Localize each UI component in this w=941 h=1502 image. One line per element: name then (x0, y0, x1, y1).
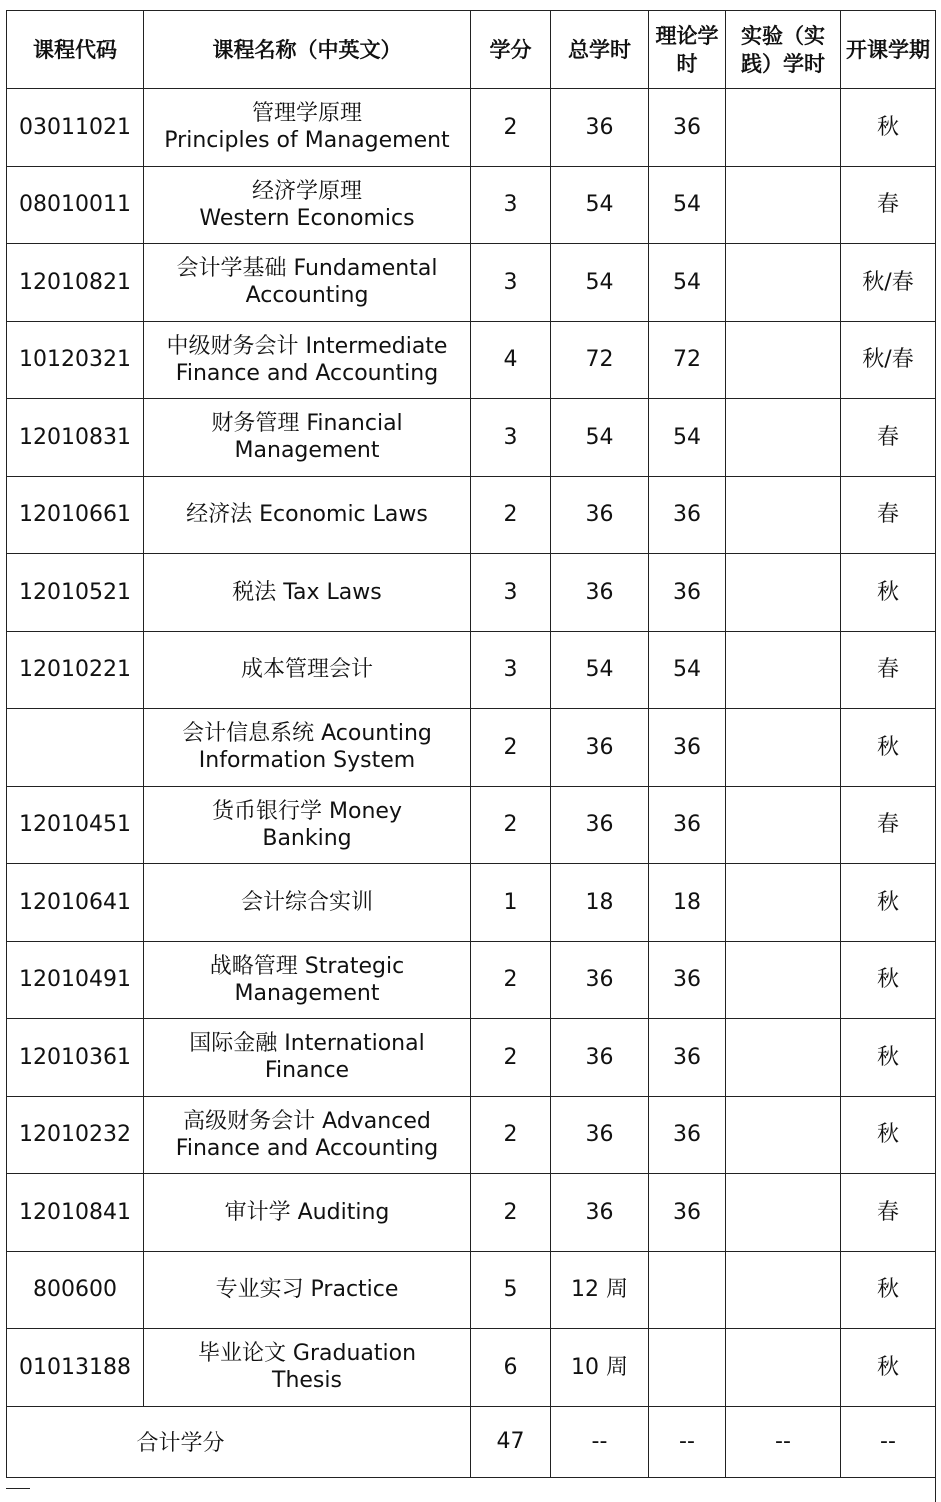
course-name-line-1: 成本管理会计 (240, 657, 373, 683)
theory-hours-cell: 18 (649, 864, 726, 942)
theory-hours-cell: 36 (649, 554, 726, 632)
course-code-cell: 08010011 (7, 166, 144, 244)
total-row (7, 1406, 936, 1477)
header-lab-hours: 实验（实践）学时 (726, 11, 841, 89)
total-hours-cell: 54 (551, 244, 649, 322)
total-total-hours: -- (551, 1406, 649, 1477)
course-code-cell: 01013188 (7, 1329, 144, 1407)
theory-hours-cell: 72 (649, 321, 726, 399)
course-name-line-1: 经济学原理 (251, 178, 362, 204)
total-hours-cell: 36 (551, 1096, 649, 1174)
lab-hours-cell (726, 321, 841, 399)
term-cell: 秋 (841, 89, 936, 167)
course-name-cell (144, 399, 471, 477)
table-row (7, 786, 936, 864)
course-name-cell (144, 1096, 471, 1174)
credit-cell: 2 (471, 941, 551, 1019)
table-row (7, 399, 936, 477)
course-code-cell: 12010361 (7, 1019, 144, 1097)
lab-hours-cell (726, 709, 841, 787)
course-name-cell (144, 1174, 471, 1252)
term-cell: 秋 (841, 1329, 936, 1407)
theory-hours-cell: 54 (649, 244, 726, 322)
table-row (7, 166, 936, 244)
course-name-line-2: Western Economics (199, 205, 415, 231)
table-row (7, 1096, 936, 1174)
term-cell: 秋 (841, 709, 936, 787)
term-cell: 秋/春 (841, 244, 936, 322)
theory-hours-cell: 36 (649, 476, 726, 554)
table-row (7, 864, 936, 942)
term-cell: 春 (841, 166, 936, 244)
course-name-line-1: 高级财务会计 Advanced (183, 1108, 431, 1134)
course-code-cell (7, 709, 144, 787)
course-name-cell (144, 864, 471, 942)
total-hours-cell: 36 (551, 941, 649, 1019)
course-name-line-2: Information System (198, 748, 416, 774)
course-name-line-1: 毕业论文 Graduation (197, 1341, 417, 1367)
course-name-cell (144, 554, 471, 632)
lab-hours-cell (726, 786, 841, 864)
term-cell: 秋/春 (841, 321, 936, 399)
total-hours-cell: 54 (551, 399, 649, 477)
course-name-line-2: Finance and Accounting (175, 360, 439, 386)
course-name-cell (144, 941, 471, 1019)
credit-cell: 1 (471, 864, 551, 942)
total-hours-cell: 36 (551, 1174, 649, 1252)
lab-hours-cell (726, 1251, 841, 1329)
total-hours-cell: 36 (551, 709, 649, 787)
course-name-line-1: 会计综合实训 (240, 889, 373, 915)
course-code-cell: 12010841 (7, 1174, 144, 1252)
course-name-line-1: 国际金融 International (189, 1031, 425, 1057)
term-cell: 秋 (841, 1019, 936, 1097)
theory-hours-cell: 54 (649, 631, 726, 709)
course-code-cell: 10120321 (7, 321, 144, 399)
credit-cell: 2 (471, 1174, 551, 1252)
lab-hours-cell (726, 941, 841, 1019)
theory-hours-cell: 36 (649, 1019, 726, 1097)
course-name-cell (144, 166, 471, 244)
course-code-cell: 12010641 (7, 864, 144, 942)
total-hours-cell: 12 周 (551, 1251, 649, 1329)
term-cell: 春 (841, 399, 936, 477)
total-hours-cell: 10 周 (551, 1329, 649, 1407)
course-name-line-1: 管理学原理 (251, 101, 362, 127)
credit-cell: 3 (471, 631, 551, 709)
course-name-cell (144, 709, 471, 787)
term-cell: 秋 (841, 1096, 936, 1174)
course-name-line-1: 会计学基础 Fundamental (176, 256, 438, 282)
course-name-line-2: Principles of Management (164, 128, 450, 154)
course-name-line-2: Management (234, 980, 380, 1006)
course-name-line-2: Banking (262, 825, 352, 851)
lab-hours-cell (726, 864, 841, 942)
theory-hours-cell: 36 (649, 786, 726, 864)
header-total-hours: 总学时 (551, 11, 649, 89)
bottom-left-mark (6, 1488, 30, 1489)
total-hours-cell: 72 (551, 321, 649, 399)
table-row (7, 89, 936, 167)
theory-hours-cell (649, 1251, 726, 1329)
credit-cell: 2 (471, 1019, 551, 1097)
total-hours-cell: 18 (551, 864, 649, 942)
total-hours-cell: 36 (551, 476, 649, 554)
table-body (7, 89, 936, 1407)
credit-cell: 2 (471, 1096, 551, 1174)
course-name-cell (144, 1251, 471, 1329)
theory-hours-cell: 36 (649, 89, 726, 167)
theory-hours-cell: 36 (649, 941, 726, 1019)
table-row (7, 709, 936, 787)
course-code-cell: 12010232 (7, 1096, 144, 1174)
course-name-cell (144, 476, 471, 554)
table-row (7, 1329, 936, 1407)
theory-hours-cell: 54 (649, 399, 726, 477)
course-name-line-1: 财务管理 Financial (211, 411, 403, 437)
table-header-row (7, 11, 936, 89)
lab-hours-cell (726, 244, 841, 322)
course-name-cell (144, 321, 471, 399)
course-code-cell: 12010521 (7, 554, 144, 632)
total-hours-cell: 54 (551, 166, 649, 244)
lab-hours-cell (726, 1019, 841, 1097)
credit-cell: 2 (471, 476, 551, 554)
course-name-line-2: Finance (264, 1058, 350, 1084)
course-name-line-2: Management (234, 438, 380, 464)
term-cell: 春 (841, 786, 936, 864)
theory-hours-cell: 54 (649, 166, 726, 244)
credit-cell: 4 (471, 321, 551, 399)
total-hours-cell: 36 (551, 1019, 649, 1097)
term-cell: 春 (841, 631, 936, 709)
theory-hours-cell (649, 1329, 726, 1407)
credit-cell: 2 (471, 786, 551, 864)
total-hours-cell: 36 (551, 786, 649, 864)
table-row (7, 941, 936, 1019)
theory-hours-cell: 36 (649, 1096, 726, 1174)
total-label: 合计学分 (7, 1406, 471, 1477)
header-credit: 学分 (471, 11, 551, 89)
course-name-cell (144, 89, 471, 167)
header-theory-hours: 理论学时 (649, 11, 726, 89)
course-code-cell: 03011021 (7, 89, 144, 167)
lab-hours-cell (726, 476, 841, 554)
table-row (7, 631, 936, 709)
credit-cell: 2 (471, 709, 551, 787)
course-code-cell: 12010221 (7, 631, 144, 709)
lab-hours-cell (726, 166, 841, 244)
table-row (7, 1174, 936, 1252)
credit-cell: 3 (471, 244, 551, 322)
header-term: 开课学期 (841, 11, 936, 89)
total-hours-cell: 54 (551, 631, 649, 709)
header-course-code: 课程代码 (7, 11, 144, 89)
table-row (7, 1019, 936, 1097)
course-name-cell (144, 244, 471, 322)
course-name-cell (144, 631, 471, 709)
table-row (7, 476, 936, 554)
header-course-name: 课程名称（中英文） (144, 11, 471, 89)
total-term: -- (841, 1406, 936, 1477)
term-cell: 春 (841, 1174, 936, 1252)
course-name-line-1: 中级财务会计 Intermediate (166, 333, 448, 359)
course-name-cell (144, 1329, 471, 1407)
course-table (6, 10, 936, 1478)
credit-cell: 3 (471, 166, 551, 244)
course-code-cell: 12010491 (7, 941, 144, 1019)
lab-hours-cell (726, 89, 841, 167)
course-code-cell: 12010831 (7, 399, 144, 477)
term-cell: 秋 (841, 864, 936, 942)
course-code-cell: 800600 (7, 1251, 144, 1329)
right-edge-line (935, 10, 941, 1502)
credit-cell: 3 (471, 399, 551, 477)
course-code-cell: 12010821 (7, 244, 144, 322)
course-code-cell: 12010451 (7, 786, 144, 864)
term-cell: 秋 (841, 1251, 936, 1329)
table-row (7, 244, 936, 322)
credit-cell: 2 (471, 89, 551, 167)
lab-hours-cell (726, 554, 841, 632)
total-theory-hours: -- (649, 1406, 726, 1477)
course-code-cell: 12010661 (7, 476, 144, 554)
term-cell: 秋 (841, 941, 936, 1019)
term-cell: 春 (841, 476, 936, 554)
total-hours-cell: 36 (551, 554, 649, 632)
lab-hours-cell (726, 399, 841, 477)
course-name-cell (144, 786, 471, 864)
course-name-line-1: 战略管理 Strategic (209, 953, 405, 979)
credit-cell: 6 (471, 1329, 551, 1407)
course-name-line-1: 税法 Tax Laws (232, 579, 382, 605)
total-lab-hours: -- (726, 1406, 841, 1477)
table-row (7, 321, 936, 399)
course-name-cell (144, 1019, 471, 1097)
table-row (7, 1251, 936, 1329)
total-credit: 47 (471, 1406, 551, 1477)
course-name-line-2: Finance and Accounting (175, 1135, 439, 1161)
course-name-line-1: 会计信息系统 Acounting (182, 721, 432, 747)
lab-hours-cell (726, 1329, 841, 1407)
course-name-line-2: Accounting (245, 283, 369, 309)
theory-hours-cell: 36 (649, 709, 726, 787)
lab-hours-cell (726, 1096, 841, 1174)
course-name-line-2: Thesis (272, 1368, 342, 1394)
total-hours-cell: 36 (551, 89, 649, 167)
credit-cell: 5 (471, 1251, 551, 1329)
term-cell: 秋 (841, 554, 936, 632)
theory-hours-cell: 36 (649, 1174, 726, 1252)
course-name-line-1: 审计学 Auditing (224, 1199, 390, 1225)
table-row (7, 554, 936, 632)
course-name-line-1: 经济法 Economic Laws (186, 502, 428, 528)
credit-cell: 3 (471, 554, 551, 632)
lab-hours-cell (726, 1174, 841, 1252)
course-name-line-1: 货币银行学 Money (212, 798, 402, 824)
lab-hours-cell (726, 631, 841, 709)
course-name-line-1: 专业实习 Practice (215, 1277, 399, 1303)
